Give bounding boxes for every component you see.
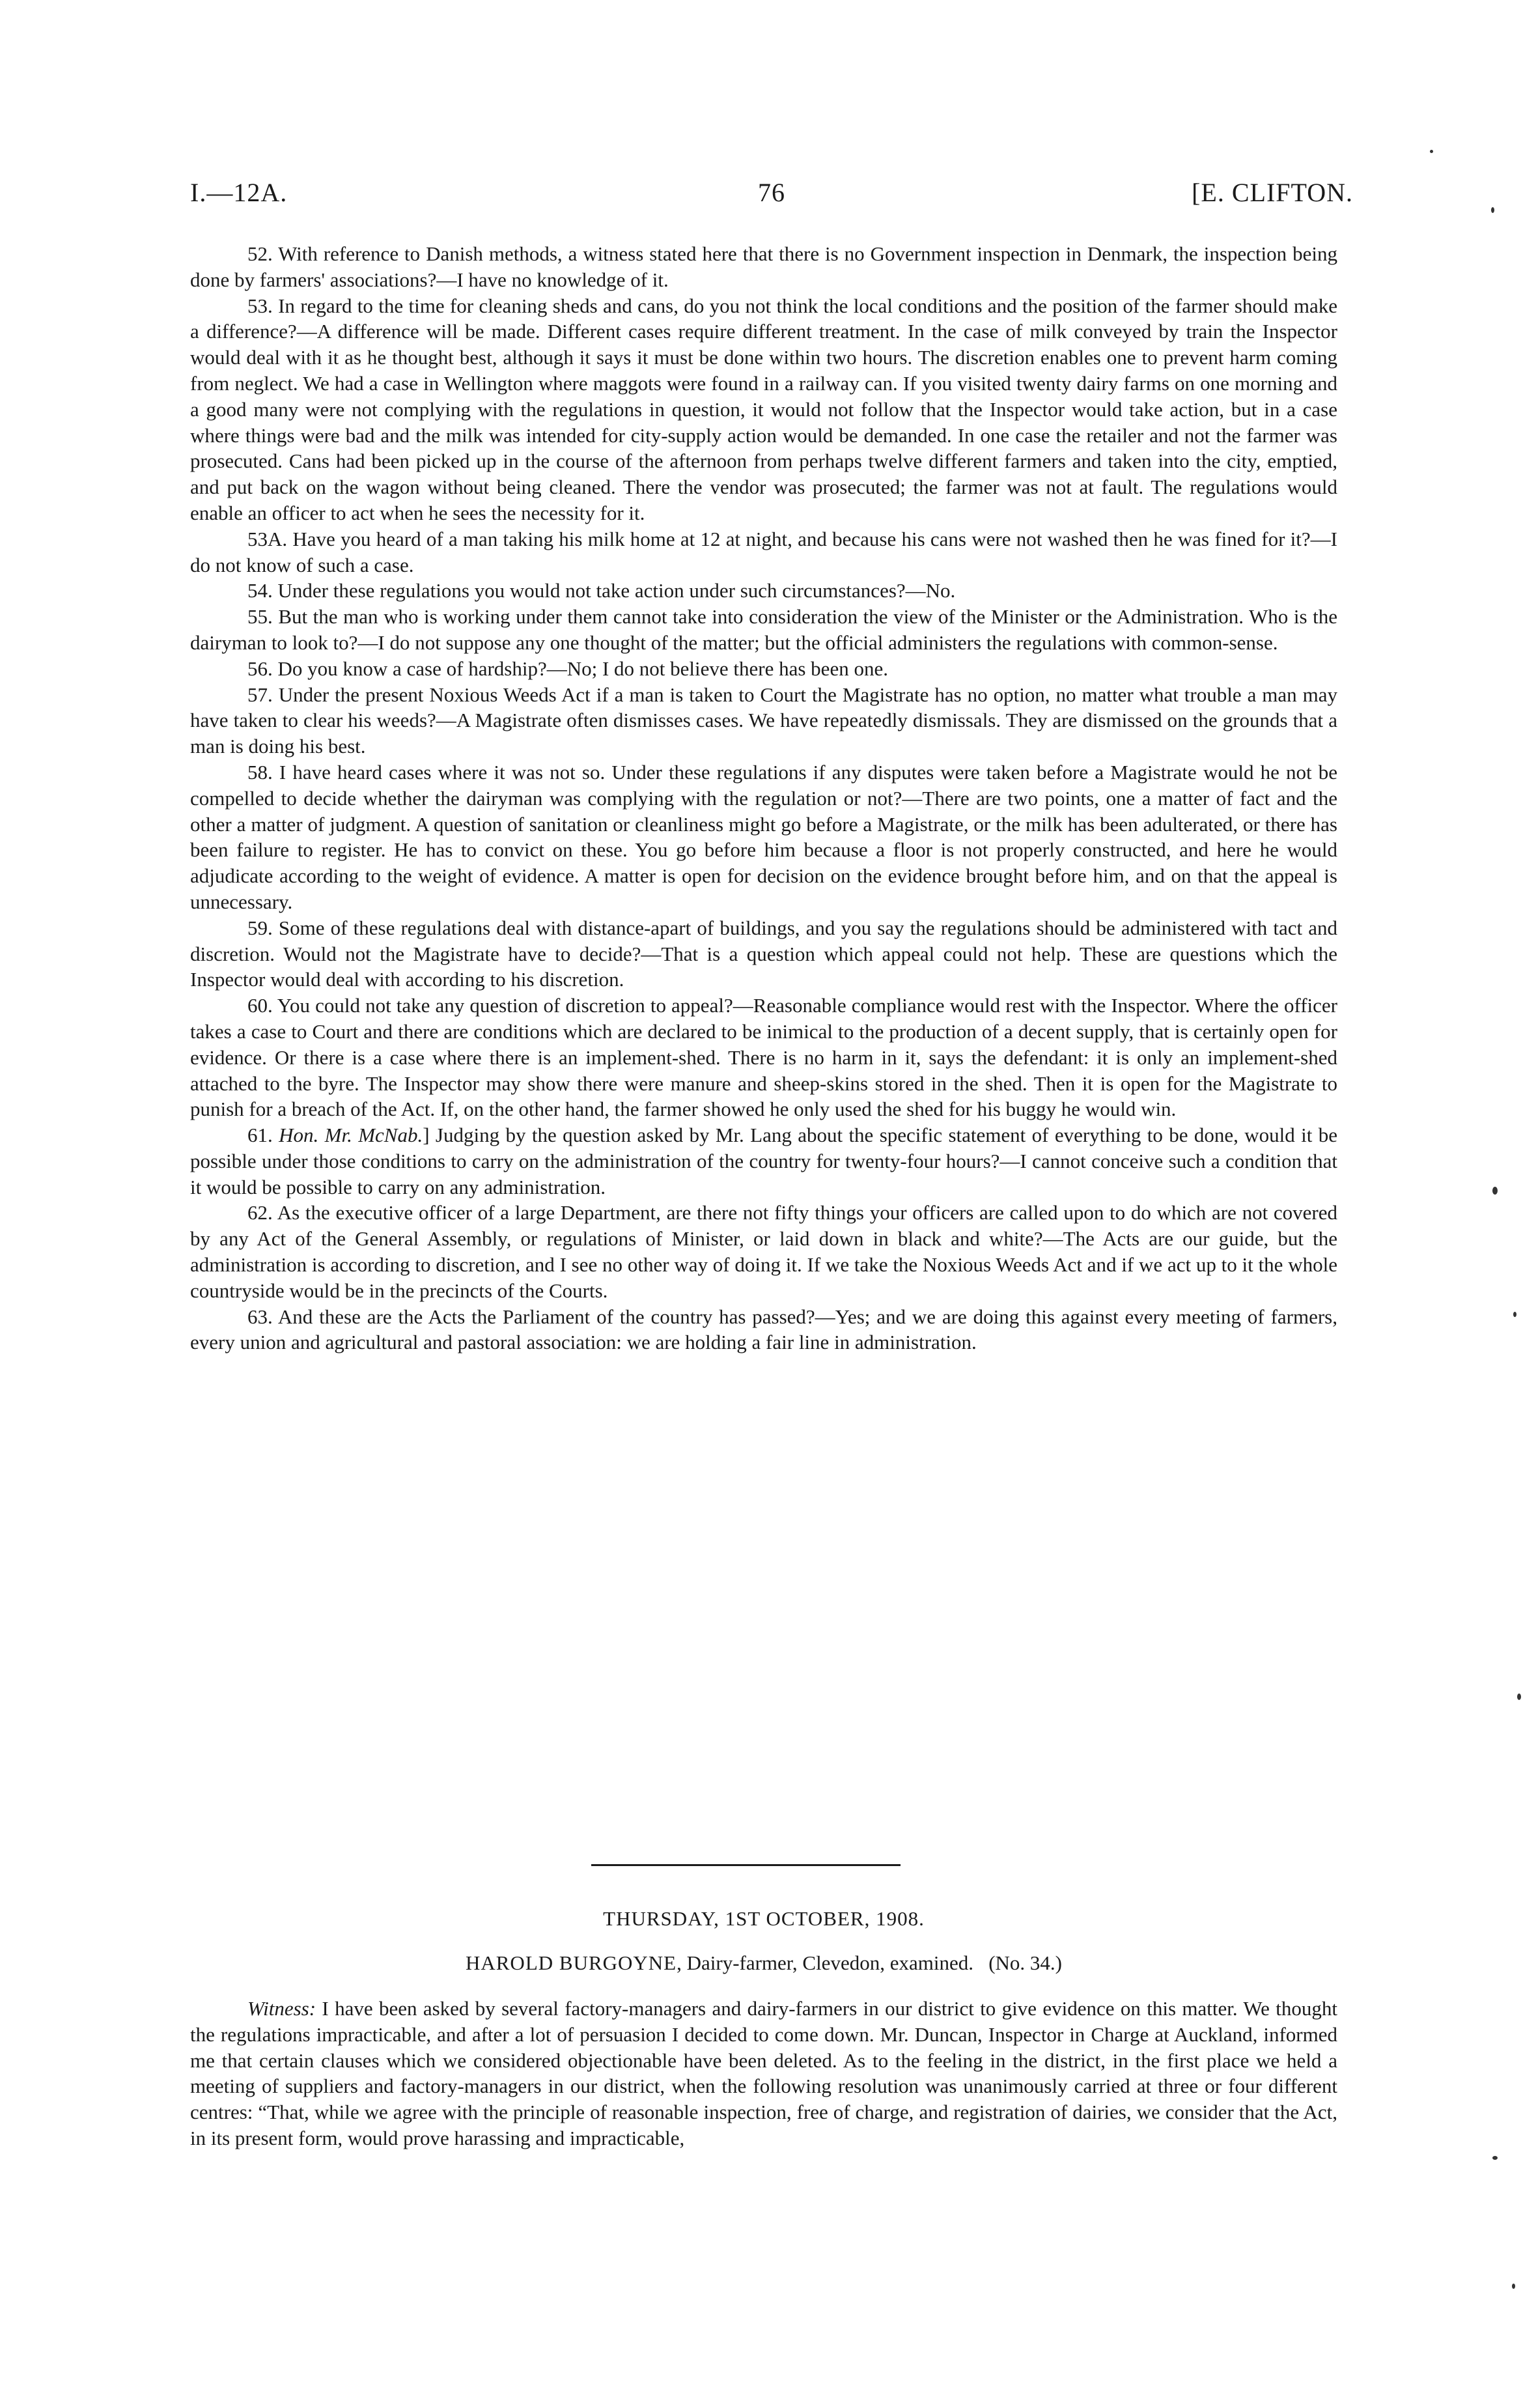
scan-speck (1491, 207, 1494, 213)
witness-statement (190, 1996, 1337, 2151)
paragraph-53: 53. In regard to the time for cleaning sheds and cans, do you not think the local conditions and the position of the farmer should make a difference?—A difference will be made. Different cases require different treatment. In the case of milk conveyed by train the Inspector would deal with it as he thought best, although it says it must be done within two hours. The discretion enables one to prevent harm coming from neglect. We had a case in Wellington where maggots were found in a railway can. If you visited twenty dairy farms on one morning and a good many were not complying with the regulations in question, it would not follow that the Inspector would take action, but in a case where things were bad and the milk was intended for city-supply action would be demanded. In one case the retailer and not the farmer was prosecuted. Cans had been picked up in the course of the afternoon from perhaps twelve different farmers and taken into the city, emptied, and put back on the wagon without being cleaned. There the vendor was prosecuted; the farmer was not at fault. The regulations would enable an officer to act when he sees the necessity for it. (190, 294, 1337, 524)
paragraph-57: 57. Under the present Noxious Weeds Act if a man is taken to Court the Magistrate has no option, no matter what trouble a man may have taken to clear his weeds?—A Magistrate often dismisses cases. We have repeatedly dismissals. They are dismissed on the grounds that a man is doing his best. (190, 683, 1337, 758)
witness-name: HAROLD BURGOYNE (465, 1951, 677, 1974)
paragraph-62: 62. As the executive officer of a large Department, are there not fifty things your officers are called upon to do which are not covered by any Act of the General Assembly, or regulations of Minister, or laid down in black and white?—The Acts are our guide, but the administration is according to discretion, and I see no other way of doing it. If we take the Noxious Weeds Act and if we act up to it the whole countryside would be in the precincts of the Courts. (190, 1201, 1337, 1302)
parliamentary-paper-reference: I.—12A. (190, 178, 288, 207)
paragraph-63: 63. And these are the Acts the Parliament of the country has passed?—Yes; and we are doing this against every meeting of farmers, every union and agricultural and pastoral association: we are holding a fair line in administration. (190, 1305, 1337, 1354)
scan-speck (1513, 1312, 1516, 1317)
paragraph-53a: 53A. Have you heard of a man taking his milk home at 12 at night, and because his cans were not washed then he was fined for it?—I do not know of such a case. (190, 527, 1337, 576)
page-number: 76 (758, 178, 785, 207)
section-divider-rule (591, 1864, 901, 1866)
witness-number: (No. 34.) (988, 1951, 1062, 1974)
scan-speck (1512, 2284, 1515, 2289)
paragraph-61-number: 61. (247, 1124, 273, 1147)
paragraph-59: 59. Some of these regulations deal with distance-apart of buildings, and you say the regulations should be administered with tact and discretion. Would not the Magistrate have to decide?—That is a question which appeal could not help. These are questions which the Inspector would deal with according to his discretion. (190, 916, 1337, 991)
paragraph-58: 58. I have heard cases where it was not so. Under these regulations if any disputes were taken before a Magistrate would he not be compelled to decide whether the dairyman was complying with the regulation or not?—There are two points, one a matter of fact and the other a matter of judgment. A question of sanitation or cleanliness might go before a Magistrate, or the milk has been adulterated, or there has been failure to register. He has to convict on these. You go before him because a floor is not properly constructed, and here he would adjudicate according to the weight of evidence. A matter is open for decision on the evidence brought before him, and on that the appeal is unnecessary. (190, 760, 1337, 913)
paragraph-61-text: ] Judging by the question asked by Mr. Lang about the specific statement of everything to be done, would it be possible under those conditions to carry on the administration of the country for twenty-four hours?—I cannot conceive such a condition that it would be possible to carry on any administration. (190, 1124, 1337, 1198)
witness-text: I have been asked by several factory-managers and dairy-farmers in our district to give evidence on this matter. We thought the regulations impracticable, and after a lot of persuasion I decided to come down. Mr. Duncan, Inspector in Charge at Auckland, informed me that certain clauses which we considered objectionable have been deleted. As to the feeling in the district, in the first place we held a meeting of suppliers and factory-managers in our district, when the following resolution was unanimously carried at three or four different centres: “That, while we agree with the principle of reasonable inspection, free of charge, and registration of dairies, we consider that the Act, in its present form, would prove harassing and impracticable, (190, 1997, 1337, 2149)
session-date: THURSDAY, 1ST OCTOBER, 1908. (603, 1907, 925, 1930)
scan-speck (1517, 1693, 1521, 1700)
paragraph-56: 56. Do you know a case of hardship?—No; I do not believe there has been one. (247, 657, 888, 680)
page-header (190, 177, 1353, 216)
paragraph-61 (190, 1122, 1337, 1200)
paragraph-55: 55. But the man who is working under them cannot take into consideration the view of the Minister or the Administration. Who is the dairyman to look to?—I do not suppose any one thought of the matter; but the official administers the regulations with common-sense. (190, 605, 1337, 654)
witness-description: , Dairy-farmer, Clevedon, examined. (677, 1951, 973, 1974)
scan-speck (1430, 150, 1433, 153)
witness-heading (190, 1951, 1337, 1975)
scan-speck (1492, 1187, 1498, 1195)
session-date-heading (190, 1907, 1337, 1931)
paragraph-52: 52. With reference to Danish methods, a witness stated here that there is no Government inspection in Denmark, the inspection being done by farmers' associations?—I have no knowledge of it. (190, 242, 1337, 291)
scan-speck (1492, 2156, 1498, 2160)
witness-paragraph (190, 1996, 1337, 2151)
witness-label: Witness: (247, 1997, 316, 2020)
paragraph-60: 60. You could not take any question of discretion to appeal?—Reasonable compliance would rest with the Inspector. Where the officer takes a case to Court and there are conditions which are declared to be inimical to the production of a decent supply, that is certainly open for evidence. Or there is a case where there is an implement-shed. There is no harm in it, says the defendant: it is only an implement-shed attached to the byre. The Inspector may show there were manure and sheep-skins stored in the shed. Then it is open for the Magistrate to punish for a breach of the Act. If, on the other hand, the farmer showed he only used the shed for his buggy he would win. (190, 994, 1337, 1121)
speaker-name: Hon. Mr. McNab. (279, 1124, 423, 1147)
witness-running-head: [E. CLIFTON. (1192, 178, 1353, 207)
testimony-body (190, 241, 1337, 1355)
paragraph-54: 54. Under these regulations you would not take action under such circumstances?—No. (247, 579, 956, 602)
